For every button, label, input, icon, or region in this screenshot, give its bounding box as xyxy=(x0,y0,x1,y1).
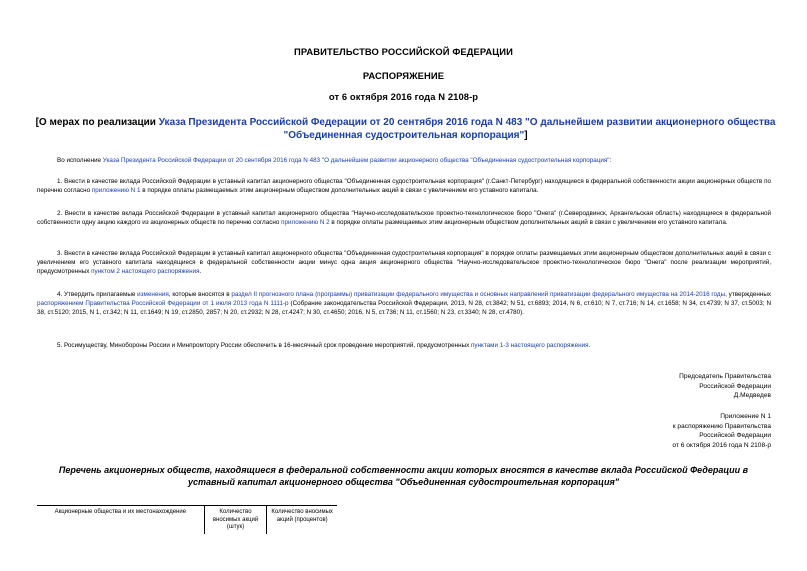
appendix-2-link[interactable]: приложению N 2 xyxy=(281,219,330,226)
intro-suffix: : xyxy=(609,157,612,164)
signature-name: Д.Медведев xyxy=(733,392,771,399)
list-title: Перечень акционерных обществ, находящиеся в федеральной собственности акции которых вносятся в качестве вклада Российской Федерации в уставный капитал акционерного общества "Объединенная судостроительная корпорация" xyxy=(58,465,749,487)
document-type: РАСПОРЯЖЕНИЕ xyxy=(362,70,445,81)
table-header-row xyxy=(37,506,337,534)
paragraph-1 xyxy=(37,177,771,195)
signature-block xyxy=(679,372,771,401)
document-date: от 6 октября 2016 года N 2108-р xyxy=(328,91,479,102)
government-heading: ПРАВИТЕЛЬСТВО РОССИЙСКОЙ ФЕДЕРАЦИИ xyxy=(294,46,513,57)
p1-text-b: в порядке оплаты размещаемых этим акционерным обществом дополнительных акций в связи с увеличением его уставного капитала. xyxy=(140,187,539,194)
table-header-shares-count: Количество вносимых акций (штук) xyxy=(204,506,267,534)
paragraph-2 xyxy=(37,209,771,227)
p5-text-a: 5. Росимуществу, Минобороны России и Минпромторгу России обеспечить в 16-месячный срок проведение мероприятий, предусмотренных xyxy=(57,342,471,349)
title-prefix: [О мерах по реализации xyxy=(35,117,159,128)
p2-text-b: в порядке оплаты размещаемых этим акционерным обществом дополнительных акций в связи с увеличением его уставного капитала. xyxy=(329,219,728,226)
companies-table xyxy=(37,505,337,534)
clause-2-link[interactable]: пунктом 2 настоящего распоряжения xyxy=(91,268,200,275)
p1-text-a: 1. Внести в качестве вклада Российской Федерации в уставный капитал акционерного общества "Объединенная судостроительная корпорация" (г.Санкт-Петербург) находящиеся в федеральной собственности акции акционерных обществ по перечню согласно xyxy=(37,178,771,194)
p2-text-a: 2. Внести в качестве вклада Российской Федерации в уставный капитал акционерного общества "Научно-исследовательское проектно-технологическое бюро "Онега" (г.Северодвинск, Архангельская область) находящиеся в федеральной собственности одну акцию каждого из акционерных обществ по перечню согласно xyxy=(37,210,771,226)
p3-text-a: 3. Внести в качестве вклада Российской Федерации в уставный капитал акционерного общества "Объединенная судостроительная корпорация" в порядке оплаты размещаемых этим акционерным обществом дополнительных акций в связи с увеличением его уставного капитала находящиеся в федеральной собственности акции минус одна акция акционерного общества "Научно-исследовательское проектно-технологическое бюро "Онега" после реализации мероприятий, предусмотренных xyxy=(37,250,771,275)
p4-text-c: , утвержденных xyxy=(725,291,772,298)
paragraph-4 xyxy=(37,290,771,317)
paragraph-5 xyxy=(37,341,771,350)
p4-text-d: (Собрание законодательства Российской Федерации, 2013, N 28, ст.3842; N 51, ст.6893; 2014, N 6, ст.610; N 7, ст.716; N 14, ст.1658; N 34, ст.4739; N 37, ст.5003; N 38, ст.5120; 2015, N 1, ст.342; N 11, ст.1649; N 19, ст.2850, 2857; N 20, ст.2932; N 28, ст.4247; N 30, ст.4650; 2016, N 5, ст.736; N 11, ст.1560; N 23, ст.3340; N 28, ст.4780). xyxy=(37,300,771,316)
intro-paragraph xyxy=(37,156,771,165)
paragraph-3 xyxy=(37,249,771,276)
appendix-date: от 6 октября 2016 года N 2108-р xyxy=(672,441,771,449)
order-1111-link[interactable]: распоряжением Правительства Российской Федерации от 1 июля 2013 года N 1111-р xyxy=(37,300,289,307)
title-decree-link[interactable]: Указа Президента Российской Федерации от 20 сентября 2016 года N 483 "О дальнейшем развитии акционерного общества "Объединенная судостроительная корпорация" xyxy=(158,117,776,141)
document-title xyxy=(28,116,783,142)
intro-prefix: Во исполнение xyxy=(57,157,103,164)
p5-text-b: . xyxy=(588,342,591,349)
p3-text-b: . xyxy=(199,268,202,275)
changes-link[interactable]: изменения xyxy=(137,291,169,298)
privatization-plan-link[interactable]: раздел II прогнозного плана (программы) приватизации федерального имущества и основных направлений приватизации федерального имущества на 2014-2016 годы xyxy=(231,291,726,298)
p4-text-b: , которые вносятся в xyxy=(168,291,232,298)
clauses-1-3-link[interactable]: пунктами 1-3 настоящего распоряжения xyxy=(471,342,589,349)
intro-decree-link[interactable]: Указа Президента Российской Федерации от 20 сентября 2016 года N 483 "О дальнейшем развитии акционерного общества "Объединенная судостроительная корпорация" xyxy=(102,157,610,164)
signature-body: Российской Федерации xyxy=(699,382,771,390)
table-header-shares-percent: Количество вносимых акций (процентов) xyxy=(267,506,337,534)
signature-position: Председатель Правительства xyxy=(679,373,771,380)
appendix-block xyxy=(672,412,771,450)
table-header-company: Акционерные общества и их местонахождение xyxy=(37,506,204,534)
appendix-ref: к распоряжению Правительства xyxy=(672,422,771,430)
title-suffix: ] xyxy=(524,130,528,141)
p4-text-a: 4. Утвердить прилагаемые xyxy=(57,291,138,298)
appendix-1-link[interactable]: приложению N 1 xyxy=(91,187,141,194)
appendix-body: Российской Федерации xyxy=(699,432,771,439)
appendix-number: Приложение N 1 xyxy=(720,413,771,420)
